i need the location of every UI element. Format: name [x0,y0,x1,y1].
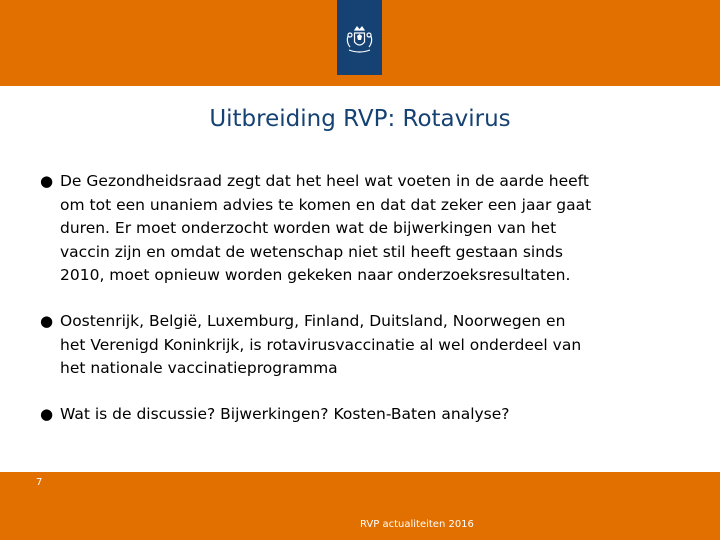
bullet-dot: ● [40,405,54,423]
bullet-item [40,403,720,427]
text-line: De Gezondheidsraad zegt dat het heel wat voeten in de aarde heeft [60,172,589,190]
text-line: Wat is de discussie? Bijwerkingen? Kosten-Baten analyse? [60,405,510,423]
text-line: 2010, moet opnieuw worden gekeken naar onderzoeksresultaten. [60,266,571,284]
bullet-text [60,310,720,381]
coat-of-arms-icon [343,26,376,56]
text-line: het Verenigd Koninkrijk, is rotavirusvaccinatie al wel onderdeel van [60,335,582,354]
bullet-item [40,170,720,288]
bullet-item [40,310,720,381]
page-number: 7 [36,477,43,488]
text-line: het nationale vaccinatieprogramma [60,359,338,377]
bullet-text [60,403,720,427]
bullet-dot: ● [40,312,54,330]
bullet-text [60,170,720,288]
text-line: Oostenrijk, België, Luxemburg, Finland, Duitsland, Noorwegen en [60,312,566,330]
slide-title: Uitbreiding RVP: Rotavirus [209,106,511,132]
text-line: duren. Er moet onderzocht worden wat de bijwerkingen van het [60,219,557,237]
government-logo [337,0,382,75]
text-line: vaccin zijn en omdat de wetenschap niet stil heeft gestaan sinds [60,242,563,261]
text-line: om tot een unaniem advies te komen en dat dat zeker een jaar gaat [60,195,592,214]
footer-caption: RVP actualiteiten 2016 [360,519,474,530]
bullet-dot: ● [40,172,54,190]
